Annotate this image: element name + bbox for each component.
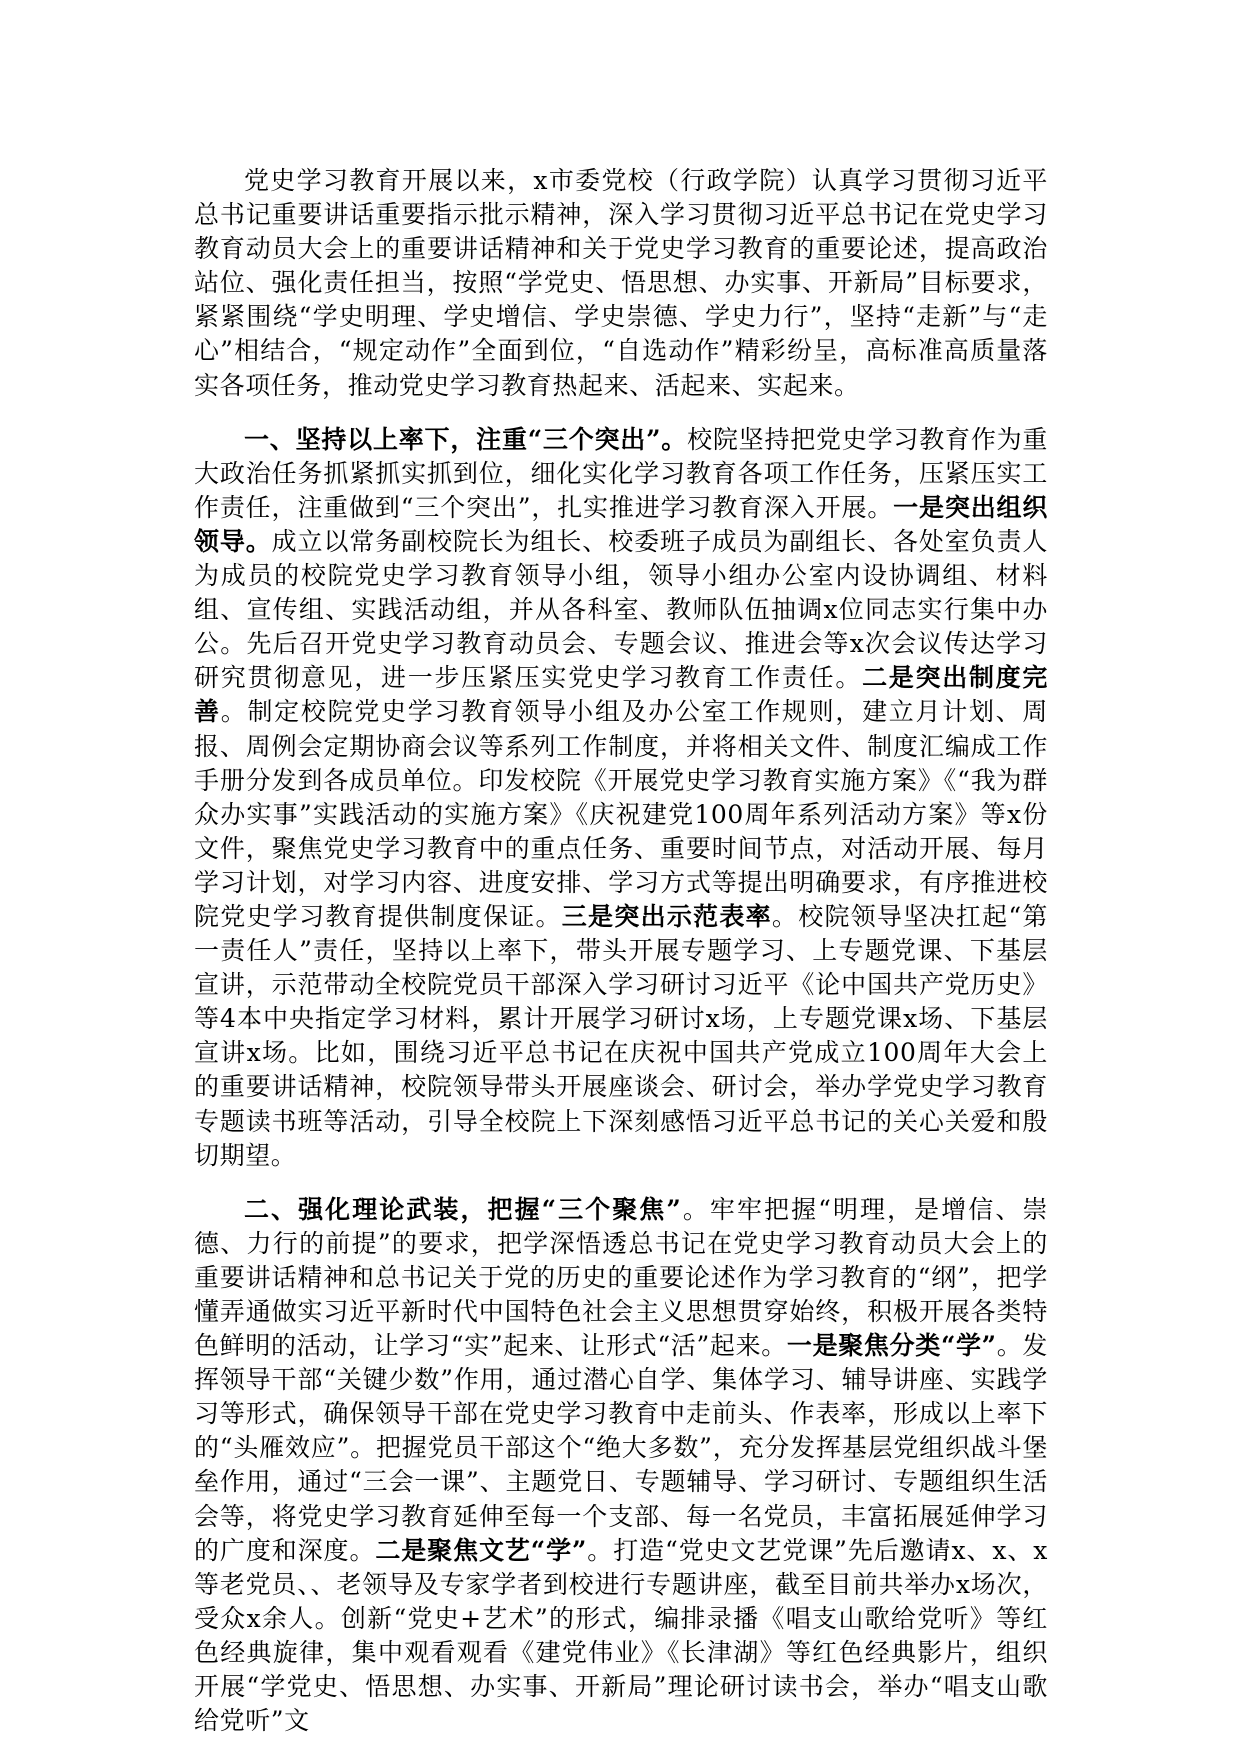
section-one-point-three: 三是突出示范表率 <box>561 901 772 931</box>
section-two-point-two: 二是聚焦文艺“学” <box>375 1535 587 1565</box>
section-one-point-one: 一是突出组织领导。 <box>194 492 1048 556</box>
paragraph-section-two <box>194 1193 1048 1739</box>
section-one-text: 校院坚持把党史学习教育作为重大政治任务抓紧抓实抓到位，细化实化学习教育各项工作任务，压紧压实工作责任，注重做到“三个突出”，扎实推进学习教育深入开展。 <box>194 424 1049 522</box>
section-one-heading: 一、坚持以上率下，注重“三个突出”。 <box>244 424 688 454</box>
paragraph-intro <box>194 164 1048 403</box>
section-two-text: 。牢牢把握“明理，是增信、崇德、力行的前提”的要求，把学深悟透总书记在党史学习教育动员大会上的重要讲话精神和总书记关于党的历史的重要论述作为学习教育的“纲”，把学懂弄通做实习近平新时代中国特色社会主义思想贯穿始终，积极开展各类特色鲜明的活动，让学习“实”起来、让形式“活”起来。 <box>194 1194 1049 1361</box>
section-two-heading: 二、强化理论武装，把握“三个聚焦” <box>244 1194 682 1224</box>
section-two-point-one-text: 。发挥领导干部“关键少数”作用，通过潜心自学、集体学习、辅导讲座、实践学习等形式，确保领导干部在党史学习教育中走前头、作表率，形成以上率下的“头雁效应”。把握党员干部这个“绝大多数”，充分发挥基层党组织战斗堡垒作用，通过“三会一课”、主题党日、专题辅导、学习研讨、专题组织生活会等，将党史学习教育延伸至每一个支部、每一名党员，丰富拓展延伸学习的广度和深度。 <box>194 1331 1048 1565</box>
section-one-point-one-text: 成立以常务副校院长为组长、校委班子成员为副组长、各处室负责人为成员的校院党史学习教育领导小组，领导小组办公室内设协调组、材料组、宣传组、实践活动组，并从各科室、教师队伍抽调x位同志实行集中办公。先后召开党史学习教育动员会、专题会议、推进会等x次会议传达学习研究贯彻意见，进一步压紧压实党史学习教育工作责任。 <box>194 526 1048 693</box>
section-one-point-three-text: 。校院领导坚决扛起“第一责任人”责任，坚持以上率下，带头开展专题学习、上专题党课、下基层宣讲，示范带动全校院党员干部深入学习研讨习近平《论中国共产党历史》等4本中央指定学习材料，累计开展学习研讨x场，上专题党课x场、下基层宣讲x场。比如，围绕习近平总书记在庆祝中国共产党成立100周年大会上的重要讲话精神，校院领导带头开展座谈会、研讨会，举办学党史学习教育专题读书班等活动，引导全校院上下深刻感悟习近平总书记的关心关爱和殷切期望。 <box>194 901 1048 1170</box>
section-two-point-one: 一是聚焦分类“学” <box>786 1331 997 1361</box>
document-page <box>194 164 1048 1758</box>
section-one-point-two: 二是突出制度完善 <box>194 663 1048 727</box>
section-two-point-two-text: 。打造“党史文艺党课”先后邀请x、x、x等老党员、、老领导及专家学者到校进行专题讲座，截至目前共举办x场次，受众x余人。创新“党史+艺术”的形式，编排录播《唱支山歌给党听》等红色经典旋律，集中观看观看《建党伟业》《长津湖》等红色经典影片，组织开展“学党史、悟思想、办实事、开新局”理论研讨读书会，举办“唱支山歌给党听”文 <box>194 1535 1048 1736</box>
section-one-point-two-text: 。制定校院党史学习教育领导小组及办公室工作规则，建立月计划、周报、周例会定期协商会议等系列工作制度，并将相关文件、制度汇编成工作手册分发到各成员单位。印发校院《开展党史学习教育实施方案》《“我为群众办实事”实践活动的实施方案》《庆祝建党100周年系列活动方案》等x份文件，聚焦党史学习教育中的重点任务、重要时间节点，对活动开展、每月学习计划，对学习内容、进度安排、学习方式等提出明确要求，有序推进校院党史学习教育提供制度保证。 <box>194 697 1048 931</box>
intro-text: 党史学习教育开展以来，x市委党校（行政学院）认真学习贯彻习近平总书记重要讲话重要指示批示精神，深入学习贯彻习近平总书记在党史学习教育动员大会上的重要讲话精神和关于党史学习教育的重要论述，提高政治站位、强化责任担当，按照“学党史、悟思想、办实事、开新局”目标要求，紧紧围绕“学史明理、学史增信、学史崇德、学史力行”，坚持“走新”与“走心”相结合，“规定动作”全面到位，“自选动作”精彩纷呈，高标准高质量落实各项任务，推动党史学习教育热起来、活起来、实起来。 <box>194 166 1048 400</box>
paragraph-section-one <box>194 423 1048 1173</box>
